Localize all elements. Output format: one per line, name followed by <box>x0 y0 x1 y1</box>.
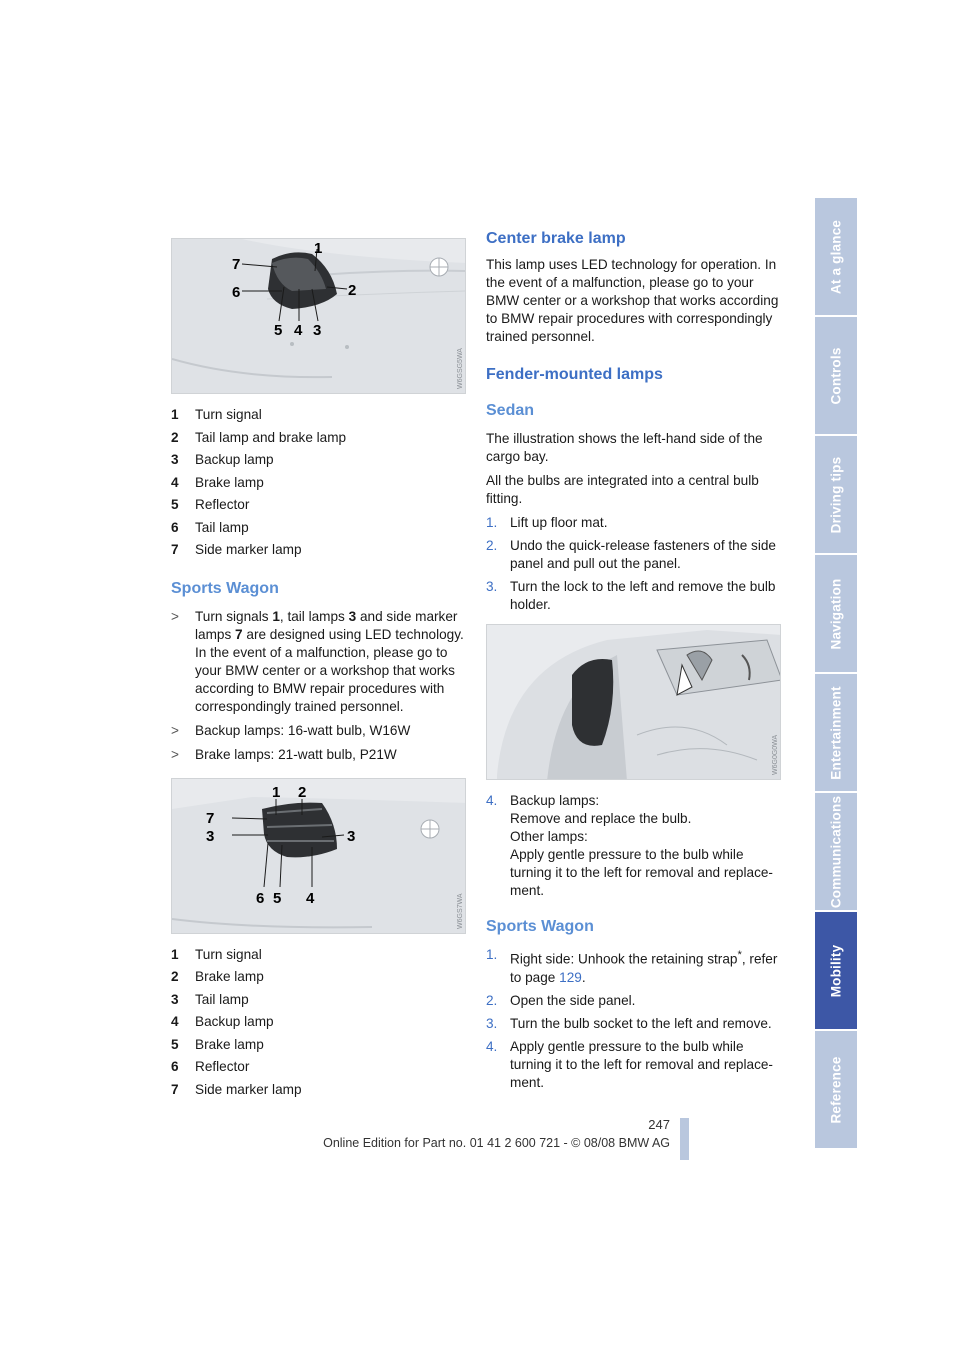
wagon-lamp-legend <box>171 946 466 1104</box>
page-reference-link[interactable]: 129 <box>559 969 582 985</box>
right-column <box>486 230 781 1097</box>
legend-item: 5 Reflector <box>171 497 250 512</box>
callout-2: 2 <box>348 282 357 299</box>
sedan-steps <box>486 514 781 614</box>
step-item: 3. Turn the lock to the left and remove the bulb holder. <box>486 579 776 612</box>
page-number: 247 <box>648 1117 670 1132</box>
callout-6: 6 <box>232 284 241 301</box>
step-item: 2. Open the side panel. <box>486 992 636 1008</box>
legend-item: 4 Backup lamp <box>171 1014 274 1029</box>
legend-item: 7 Side marker lamp <box>171 1081 302 1097</box>
tab-label: Navigation <box>828 577 844 650</box>
figure-code: W6GSG5WA <box>457 348 464 389</box>
tab-controls[interactable] <box>815 317 857 436</box>
legend-item: 7 Side marker lamp <box>171 542 302 557</box>
sedan-heading: Sedan <box>486 402 535 419</box>
callout-4: 4 <box>294 322 303 339</box>
left-column <box>171 238 466 1103</box>
tab-communications[interactable] <box>815 793 857 912</box>
tab-label: Driving tips <box>828 456 844 533</box>
legend-item: 2 Brake lamp <box>171 969 264 984</box>
sedan-lamp-legend <box>171 406 466 564</box>
tab-label: Controls <box>828 346 844 405</box>
center-brake-body: This lamp uses LED technology for operation. In the event of a malfunction, please go to your BMW center or a workshop that works according to BMW repair procedures with correspondingly trained personnel. <box>486 257 779 344</box>
tab-driving-tips[interactable] <box>815 436 857 555</box>
cargo-bay-illustration <box>487 625 781 780</box>
callout-4: 4 <box>306 889 315 907</box>
callout-2: 2 <box>298 783 307 801</box>
tab-navigation[interactable] <box>815 555 857 674</box>
tab-label: Entertainment <box>828 685 844 780</box>
callout-1: 1 <box>314 240 323 257</box>
bullet-item: > Turn signals 1, tail lamps 3 and side marker lamps 7 are designed using LED technology. In the event of a malfunction, please go to your BMW center or a workshop that works according to BMW repair procedures with correspondingly trained personnel. <box>171 608 464 714</box>
tab-label: At a glance <box>828 219 844 294</box>
callout-7: 7 <box>206 809 215 827</box>
tab-at-a-glance[interactable] <box>815 198 857 317</box>
bullet-item: > Brake lamps: 21-watt bulb, P21W <box>171 746 397 762</box>
callout-6: 6 <box>256 889 265 907</box>
callout-3: 3 <box>313 322 322 339</box>
fender-heading: Fender-mounted lamps <box>486 366 663 383</box>
wagon-rear-lamp-illustration <box>172 779 466 934</box>
edition-note: Online Edition for Part no. 01 41 2 600 721 - © 08/08 BMW AG <box>323 1136 670 1150</box>
footer-bar <box>680 1118 689 1160</box>
step-item: 3. Turn the bulb socket to the left and remove. <box>486 1015 772 1031</box>
legend-item: 3 Backup lamp <box>171 452 274 467</box>
legend-item: 1 Turn signal <box>171 407 262 422</box>
tab-label: Communications <box>828 795 844 908</box>
sedan-step-4 <box>486 792 781 900</box>
figure-code: W6G0G0WA <box>772 734 779 775</box>
legend-item: 3 Tail lamp <box>171 991 249 1007</box>
legend-item: 5 Brake lamp <box>171 1036 264 1052</box>
callout-3-right: 3 <box>347 827 356 845</box>
sedan-rear-lamp-figure <box>171 238 466 394</box>
legend-item: 2 Tail lamp and brake lamp <box>171 429 347 445</box>
tab-label: Mobility <box>828 944 844 997</box>
cargo-bay-figure <box>486 624 781 780</box>
step-item: 1. Right side: Unhook the retaining strap*, refer to page 129. <box>486 947 778 985</box>
callout-5: 5 <box>274 322 283 339</box>
wagon-steps <box>486 946 781 1092</box>
legend-item: 4 Brake lamp <box>171 474 264 490</box>
wagon-rear-lamp-figure <box>171 778 466 934</box>
sports-wagon-bullets <box>171 608 466 764</box>
step-item: 1. Lift up floor mat. <box>486 515 608 530</box>
step-item: 4. Apply gentle pressure to the bulb while turning it to the left for removal and replacement. <box>486 1038 773 1090</box>
sedan-intro-2: All the bulbs are integrated into a central bulb fitting. <box>486 473 759 506</box>
sedan-rear-lamp-illustration <box>172 239 466 394</box>
step-item: 2. Undo the quick-release fasteners of the side panel and pull out the panel. <box>486 538 776 571</box>
chapter-tabs <box>815 198 857 1150</box>
tab-label: Reference <box>828 1055 844 1124</box>
bullet-item: > Backup lamps: 16-watt bulb, W16W <box>171 722 411 738</box>
sports-wagon-heading: Sports Wagon <box>171 579 279 597</box>
tab-entertainment[interactable] <box>815 674 857 793</box>
legend-item: 6 Reflector <box>171 1059 250 1074</box>
callout-5: 5 <box>273 889 282 907</box>
sedan-intro: The illustration shows the left-hand side of the cargo bay. <box>486 431 763 464</box>
callout-7: 7 <box>232 256 241 273</box>
step-item: 4. Backup lamps: Remove and replace the bulb. Other lamps: Apply gentle pressure to the bulb while turning it to the left for removal and replacement. <box>486 793 773 898</box>
tab-reference[interactable] <box>815 1031 857 1150</box>
callout-3-left: 3 <box>206 827 215 845</box>
legend-item: 6 Tail lamp <box>171 519 249 535</box>
sports-wagon-heading-2: Sports Wagon <box>486 918 594 935</box>
legend-item: 1 Turn signal <box>171 946 262 962</box>
callout-1: 1 <box>272 783 281 801</box>
figure-code: W6GS7WA <box>457 892 464 929</box>
tab-mobility[interactable] <box>815 912 857 1031</box>
center-brake-heading: Center brake lamp <box>486 230 626 247</box>
